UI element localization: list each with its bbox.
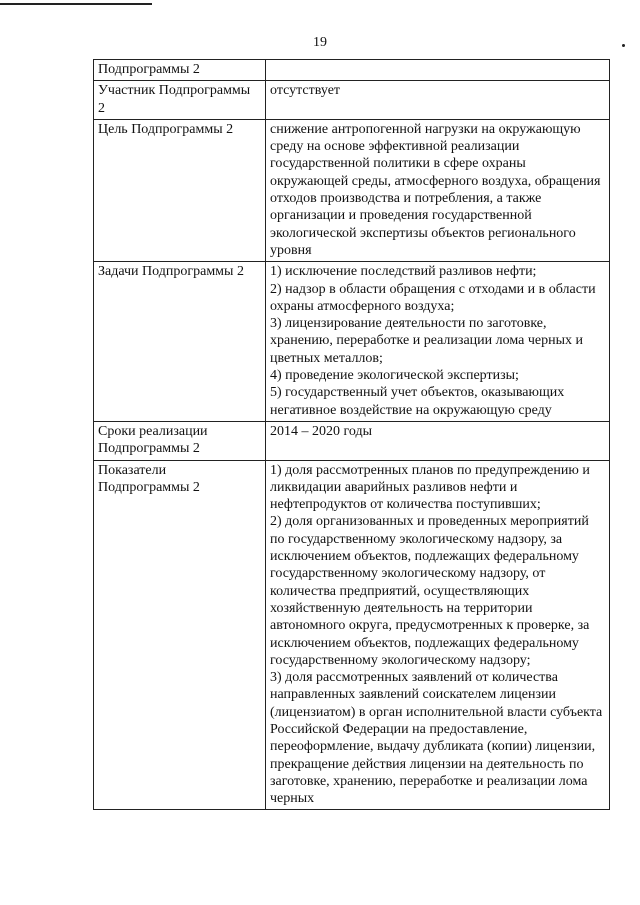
row-value-item: снижение антропогенной нагрузки на окружающую среду на основе эффективной реализации государственной политики в сфере охраны окружающей среды, атмосферного воздуха, обращения отходов производства и потребления, а также организации и проведения государственной экологической экспертизы объектов регионального уровня [270,121,601,258]
row-value [266,60,610,81]
row-label: Сроки реализации Подпрограммы 2 [94,421,266,460]
row-value-item: 2) доля организованных и проведенных мероприятий по государственному экологическому надзору, за исключением объектов, подлежащих федеральному государственному экологическому надзору, от количества предприятий, осуществляющих хозяйственную деятельность на территории автономного округа, предусмотренных к проверке, за исключением объектов, подлежащих федеральному государственному экологическому надзору; [270,514,590,668]
row-value-item: 2014 – 2020 годы [270,423,373,439]
row-value [266,460,610,810]
row-value-item: 2) надзор в области обращения с отходами и в области охраны атмосферного воздуха; [270,281,596,314]
row-label: Показатели Подпрограммы 2 [94,460,266,810]
table-row [94,421,610,460]
table-row [94,60,610,81]
row-value [266,262,610,422]
row-value-item: 1) исключение последствий разливов нефти; [270,264,537,280]
table-row [94,460,610,810]
row-label: Участник Подпрограммы 2 [94,81,266,120]
table-body [94,60,610,810]
table-row [94,119,610,261]
row-value-item: 1) доля рассмотренных планов по предупреждению и ликвидации аварийных разливов нефти и нефтепродуктов от количества поступивших; [270,462,590,513]
row-value-item: 3) доля рассмотренных заявлений от количества направленных заявлений соискателем лицензии (лицензиатом) в орган исполнительной власти субъекта Российской Федерации на предоставление, переоформление, выдачу дубликата (копии) лицензии, прекращение действия лицензии на деятельность по заготовке, хранению, переработке и реализации лома черных [270,670,603,807]
row-label: Подпрограммы 2 [94,60,266,81]
row-value-item: 3) лицензирование деятельности по заготовке, хранению, переработке и реализации лома черных и цветных металлов; [270,316,583,366]
row-label: Задачи Подпрограммы 2 [94,262,266,422]
row-value-item: 5) государственный учет объектов, оказывающих негативное воздействие на окружающую среду [270,385,565,418]
row-value [266,119,610,261]
scan-dot [622,44,625,47]
table-row [94,81,610,120]
row-label: Цель Подпрограммы 2 [94,119,266,261]
row-value [266,421,610,460]
page-number: 19 [313,35,327,50]
table-row [94,262,610,422]
subprogram-passport-table [93,59,610,810]
top-rule [0,3,152,5]
row-value-item: 4) проведение экологической экспертизы; [270,368,519,384]
row-value-item: отсутствует [270,83,341,99]
row-value [266,81,610,120]
